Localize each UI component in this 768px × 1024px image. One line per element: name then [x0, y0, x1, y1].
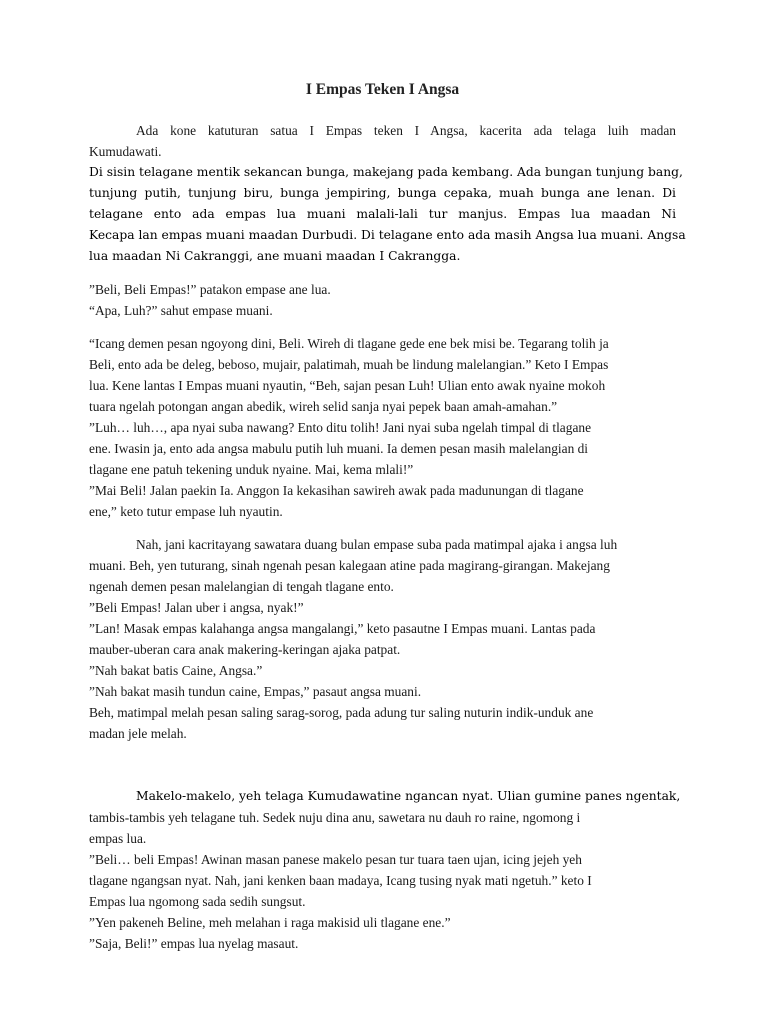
text-line: Kumudawati.: [89, 144, 162, 159]
document-page: [89, 80, 686, 966]
text-line: tunjung putih, tunjung biru, bunga jempiring, bunga cepaka, muah bunga ane lenan. Di: [89, 186, 676, 200]
text-line: tuara ngelah potongan angan abedik, wireh selid sanja nyai pepek baan amah-amahan.”: [89, 399, 558, 414]
text-line: ”Yen pakeneh Beline, meh melahan i raga makisid uli tlagane ene.”: [89, 915, 451, 930]
text-line: tlagane ene patuh tekening unduk nyaine. Mai, kema mlali!”: [89, 462, 414, 477]
paragraph: [89, 786, 681, 954]
paragraph: [89, 120, 686, 267]
text-line: Beli, ento ada be deleg, beboso, mujair, palatimah, muah be lindung malelangian.” Keto I Empas: [89, 357, 609, 372]
document-title: I Empas Teken I Angsa: [305, 81, 460, 98]
text-line: ”Luh… luh…, apa nyai suba nawang? Ento ditu tolih! Jani nyai suba ngelah timpal di tlagane: [89, 420, 592, 435]
text-line: ”Nah bakat batis Caine, Angsa.”: [89, 663, 263, 678]
paragraph: [89, 534, 676, 744]
text-line: “Apa, Luh?” sahut empase muani.: [89, 303, 273, 318]
text-line: ”Saja, Beli!” empas lua nyelag masaut.: [89, 936, 299, 951]
text-line: Makelo-makelo, yeh telaga Kumudawatine ngancan nyat. Ulian gumine panes ngentak,: [136, 789, 681, 803]
text-line: Beh, matimpal melah pesan saling sarag-sorog, pada adung tur saling nuturin indik-unduk ane: [89, 705, 594, 720]
text-line: tlagane ngangsan nyat. Nah, jani kenken baan madaya, Icang tusing nyak mati ngetuh.” keto I: [89, 873, 592, 888]
text-line: ”Beli, Beli Empas!” patakon empase ane lua.: [89, 282, 331, 297]
text-line: muani. Beh, yen tuturang, sinah ngenah pesan kalegaan atine pada magirang-girangan. Makejang: [89, 558, 610, 573]
text-line: “Icang demen pesan ngoyong dini, Beli. Wireh di tlagane gede ene bek misi be. Tegarang tolih ja: [89, 336, 609, 351]
text-line: ”Lan! Masak empas kalahanga angsa mangalangi,” keto pasautne I Empas muani. Lantas pada: [89, 621, 596, 636]
paragraph-spacer: [89, 756, 676, 786]
text-line: Di sisin telagane mentik sekancan bunga, makejang pada kembang. Ada bungan tunjung bang,: [89, 165, 683, 179]
text-line: ”Beli… beli Empas! Awinan masan panese makelo pesan tur tuara taen ujan, icing jejeh yeh: [89, 852, 582, 867]
text-line: tambis-tambis yeh telagane tuh. Sedek nuju dina anu, sawetara nu dauh ro raine, ngomong i: [89, 810, 581, 825]
text-line: ngenah demen pesan malelangian di tengah tlagane ento.: [89, 579, 394, 594]
text-line: Empas lua ngomong sada sedih sungsut.: [89, 894, 306, 909]
text-line: Nah, jani kacritayang sawatara duang bulan empase suba pada matimpal ajaka i angsa luh: [136, 537, 618, 552]
text-line: mauber-uberan cara anak makering-keringan ajaka patpat.: [89, 642, 401, 657]
text-line: ene,” keto tutur empase luh nyautin.: [89, 504, 283, 519]
text-line: lua. Kene lantas I Empas muani nyautin, “Beh, sajan pesan Luh! Ulian ento awak nyaine mokoh: [89, 378, 606, 393]
text-line: Ada kone katuturan satua I Empas teken I Angsa, kacerita ada telaga luih madan: [136, 123, 676, 138]
paragraph: [89, 279, 676, 321]
paragraph: [89, 333, 676, 522]
text-line: Kecapa lan empas muani maadan Durbudi. Di telagane ento ada masih Angsa lua muani. Angsa: [89, 228, 686, 242]
text-line: empas lua.: [89, 831, 147, 846]
text-line: ”Nah bakat masih tundun caine, Empas,” pasaut angsa muani.: [89, 684, 422, 699]
text-line: telagane ento ada empas lua muani malali-lali tur manjus. Empas lua maadan Ni: [89, 207, 676, 221]
text-line: ”Mai Beli! Jalan paekin Ia. Anggon Ia kekasihan sawireh awak pada madunungan di tlagane: [89, 483, 584, 498]
document-body: [89, 120, 686, 954]
text-line: madan jele melah.: [89, 726, 187, 741]
text-line: ”Beli Empas! Jalan uber i angsa, nyak!”: [89, 600, 304, 615]
text-line: ene. Iwasin ja, ento ada angsa mabulu putih luh muani. Ia demen pesan masih malelangian di: [89, 441, 589, 456]
text-line: lua maadan Ni Cakranggi, ane muani maadan I Cakrangga.: [89, 249, 461, 263]
